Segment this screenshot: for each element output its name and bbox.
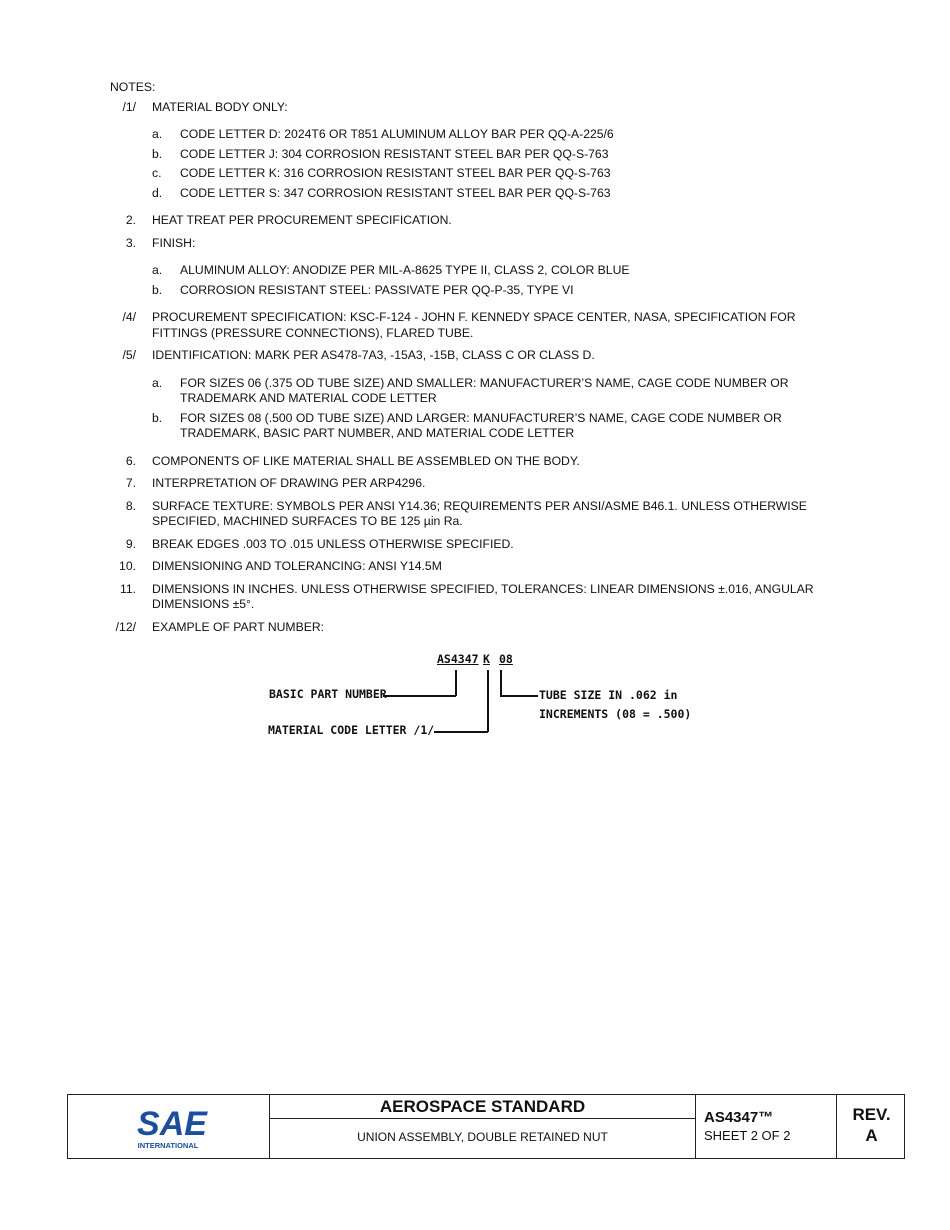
material-leader-vertical [487, 670, 489, 732]
note-number: 6. [125, 453, 136, 468]
sae-logo-text: SAE [137, 1105, 207, 1143]
note-sub-item [152, 166, 850, 182]
note-number: 11. [119, 581, 136, 596]
sub-item-letter: b. [152, 282, 163, 297]
sub-item-letter: a. [152, 127, 163, 141]
note-text: IDENTIFICATION: MARK PER AS478-7A3, -15A3, -15B, CLASS C OR CLASS D. [152, 348, 595, 362]
note-item [110, 213, 850, 229]
title-cell [270, 1095, 696, 1158]
title-block [67, 1094, 905, 1159]
notes-title: NOTES: [110, 80, 156, 94]
tube-leader-horizontal [500, 695, 538, 697]
note-number: /1/ [122, 99, 136, 114]
tube-size-label: TUBE SIZE IN .062 in [539, 688, 678, 702]
sub-item-text: ALUMINUM ALLOY: ANODIZE PER MIL-A-8625 TYPE II, CLASS 2, COLOR BLUE [180, 263, 630, 277]
part-code-letter: K [483, 652, 490, 666]
sub-item-letter: d. [152, 185, 163, 200]
note-sub-item [152, 283, 850, 299]
sub-item-text: FOR SIZES 06 (.375 OD TUBE SIZE) AND SMALLER: MANUFACTURER’S NAME, CAGE CODE NUMBER OR TRADEMARK AND MATERIAL CODE LETTER [180, 375, 789, 405]
document-number: AS4347™ [704, 1109, 774, 1126]
note-sub-list [152, 263, 850, 298]
tube-leader-vertical [500, 670, 502, 696]
sub-item-text: CORROSION RESISTANT STEEL: PASSIVATE PER QQ-P-35, TYPE VI [180, 282, 574, 297]
sub-item-text: CODE LETTER S: 347 CORROSION RESISTANT STEEL BAR PER QQ-S-763 [180, 185, 611, 200]
notes-list [110, 100, 850, 636]
note-item [110, 559, 850, 575]
note-text: DIMENSIONS IN INCHES. UNLESS OTHERWISE SPECIFIED, TOLERANCES: LINEAR DIMENSIONS ±.016, ANGULAR DIMENSIONS ±5°. [152, 581, 814, 611]
sheet-number: SHEET 2 OF 2 [704, 1128, 791, 1143]
note-number: 3. [125, 235, 136, 250]
note-item [110, 499, 850, 530]
logo-cell [68, 1095, 270, 1158]
note-number: /5/ [122, 348, 136, 362]
note-text: BREAK EDGES .003 TO .015 UNLESS OTHERWISE SPECIFIED. [152, 536, 514, 551]
note-text: PROCUREMENT SPECIFICATION: KSC-F-124 - JOHN F. KENNEDY SPACE CENTER, NASA, SPECIFICATION FOR FITTINGS (PRESSURE CONNECTIONS), FLARED TUBE. [152, 310, 796, 340]
note-item [110, 100, 850, 202]
basic-leader-vertical [455, 670, 457, 696]
revision-cell [837, 1095, 906, 1158]
note-sub-item [152, 263, 850, 279]
note-sub-item [152, 147, 850, 163]
doc-number-cell [696, 1095, 837, 1158]
material-leader-horizontal [434, 731, 488, 733]
note-text: INTERPRETATION OF DRAWING PER ARP4296. [152, 476, 426, 490]
note-text: HEAT TREAT PER PROCUREMENT SPECIFICATION. [152, 213, 452, 227]
tube-increments-label: INCREMENTS (08 = .500) [539, 707, 692, 721]
notes-section [110, 80, 850, 642]
document-description: UNION ASSEMBLY, DOUBLE RETAINED NUT [357, 1130, 608, 1144]
sub-item-text: CODE LETTER J: 304 CORROSION RESISTANT STEEL BAR PER QQ-S-763 [180, 146, 609, 161]
sub-item-text: FOR SIZES 08 (.500 OD TUBE SIZE) AND LARGER: MANUFACTURER’S NAME, CAGE CODE NUMBER OR TRADEMARK, BASIC PART NUMBER, AND MATERIAL CODE LETTER [180, 410, 782, 440]
note-item [110, 236, 850, 299]
revision-value: A [865, 1126, 878, 1145]
note-number: 2. [125, 213, 136, 227]
note-sub-item [152, 186, 850, 202]
note-number: 7. [125, 476, 136, 490]
note-text: COMPONENTS OF LIKE MATERIAL SHALL BE ASSEMBLED ON THE BODY. [152, 453, 580, 468]
sub-item-text: CODE LETTER D: 2024T6 OR T851 ALUMINUM ALLOY BAR PER QQ-A-225/6 [180, 127, 614, 141]
sae-logo [134, 1103, 210, 1151]
note-text: EXAMPLE OF PART NUMBER: [152, 619, 325, 634]
basic-part-number-label: BASIC PART NUMBER [269, 687, 387, 701]
note-sub-item [152, 411, 850, 442]
sub-item-letter: a. [152, 375, 163, 390]
note-item [110, 476, 850, 492]
sub-item-letter: b. [152, 146, 163, 161]
note-number: /4/ [122, 310, 136, 324]
note-item [110, 348, 850, 442]
part-base-number: AS4347 [437, 652, 479, 666]
sub-item-letter: b. [152, 410, 163, 425]
sub-item-letter: a. [152, 263, 163, 277]
note-sub-list [152, 376, 850, 442]
note-text: MATERIAL BODY ONLY: [152, 99, 288, 114]
note-item [110, 582, 850, 613]
part-tube-size: 08 [499, 652, 513, 666]
note-sub-item [152, 376, 850, 407]
sub-item-text: CODE LETTER K: 316 CORROSION RESISTANT STEEL BAR PER QQ-S-763 [180, 166, 611, 180]
note-number: /12/ [115, 619, 136, 634]
note-text: SURFACE TEXTURE: SYMBOLS PER ANSI Y14.36; REQUIREMENTS PER ANSI/ASME B46.1. UNLESS OTHERWISE SPECIFIED, MACHINED SURFACES TO BE 125 µin Ra. [152, 498, 807, 528]
material-code-letter-label: MATERIAL CODE LETTER /1/ [268, 723, 435, 737]
note-sub-list [152, 127, 850, 201]
note-item [110, 310, 850, 341]
note-number: 8. [125, 498, 136, 513]
note-item [110, 537, 850, 553]
part-number-diagram [266, 648, 706, 748]
note-text: FINISH: [152, 235, 196, 250]
standard-title: AEROSPACE STANDARD [270, 1095, 695, 1119]
sub-item-letter: c. [152, 166, 162, 180]
revision-label: REV. [852, 1105, 891, 1124]
note-text: DIMENSIONING AND TOLERANCING: ANSI Y14.5M [152, 559, 442, 573]
sae-logo-subtext: INTERNATIONAL [137, 1141, 199, 1150]
note-sub-item [152, 127, 850, 143]
note-item [110, 620, 850, 636]
note-number: 10. [119, 559, 136, 573]
note-number: 9. [125, 536, 136, 551]
note-item [110, 454, 850, 470]
basic-leader-horizontal [383, 695, 456, 697]
